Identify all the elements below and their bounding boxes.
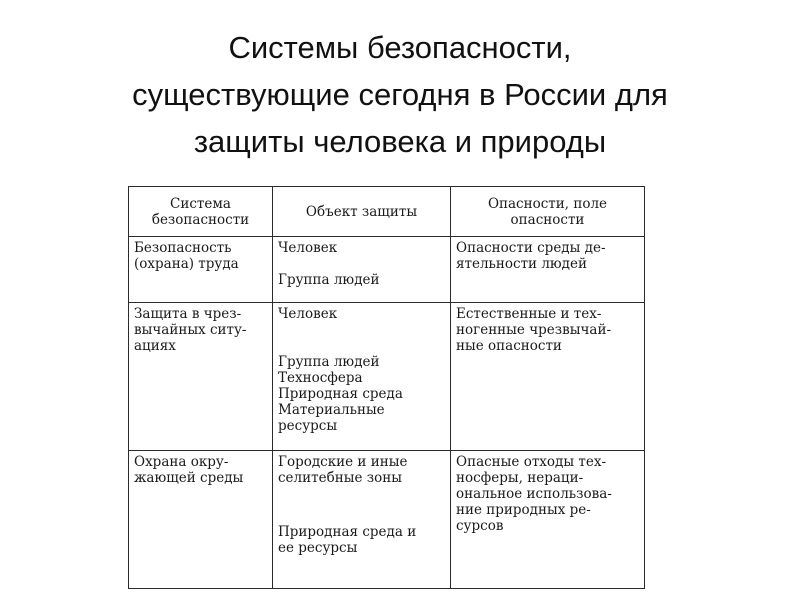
cell-system: Защита в чрез- вычайных ситу- ациях xyxy=(129,303,273,451)
cell-system: Безопасность (охрана) труда xyxy=(129,237,273,303)
cell-object: Человек Группа людей xyxy=(273,237,451,303)
title-line: существующие сегодня в России для xyxy=(132,77,668,112)
cell-danger: Опасные отходы тех- носферы, нераци- ональное использова- ние природных ре- сурсов xyxy=(451,451,645,589)
cell-object: Человек Группа людей Техносфера Природная среда Материальные ресурсы xyxy=(273,303,451,451)
table-row xyxy=(129,303,645,451)
slide-title xyxy=(20,24,780,165)
cell-danger: Естественные и тех- ногенные чрезвычай- ные опасности xyxy=(451,303,645,451)
title-line: защиты человека и природы xyxy=(193,124,607,159)
header-system: Система безопасности xyxy=(129,187,273,237)
table-row xyxy=(129,237,645,303)
cell-system: Охрана окру- жающей среды xyxy=(129,451,273,589)
table-header-row xyxy=(129,187,645,237)
header-object: Объект защиты xyxy=(273,187,451,237)
cell-object: Городские и иные селитебные зоны Природная среда и ее ресурсы xyxy=(273,451,451,589)
security-systems-table xyxy=(128,186,645,589)
table-row xyxy=(129,451,645,589)
title-line: Системы безопасности, xyxy=(228,30,572,65)
cell-danger: Опасности среды де- ятельности людей xyxy=(451,237,645,303)
header-danger: Опасности, поле опасности xyxy=(451,187,645,237)
